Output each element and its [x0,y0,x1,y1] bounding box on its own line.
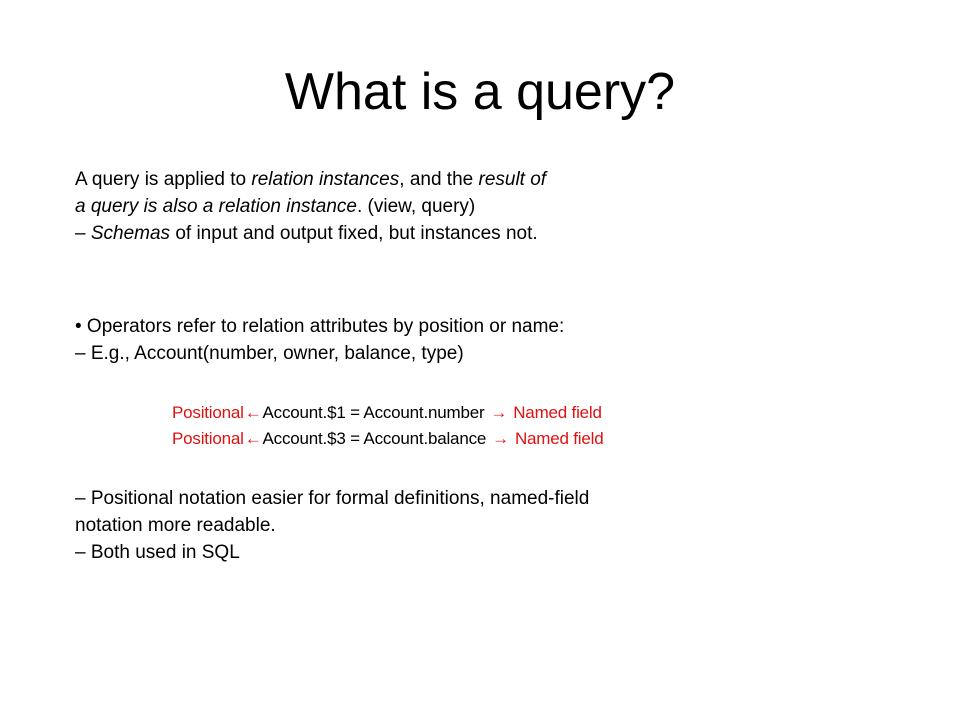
figure-row-2 [172,426,603,452]
left-arrow-icon: ← [244,403,262,422]
intro-text: , and the [399,169,479,190]
figure-expression: Account.$1 = Account.number [262,403,485,422]
intro-text: . (view, query) [357,196,476,217]
intro-line-1 [75,166,835,193]
positional-label: Positional [172,403,244,422]
right-arrow-icon: → [492,429,509,448]
intro-emphasis: Schemas [90,223,171,244]
positional-named-figure [172,400,603,452]
intro-line-3 [75,220,835,247]
intro-emphasis: result of [478,169,547,190]
figure-expression: Account.$3 = Account.balance [262,429,487,448]
notes-paragraph [75,485,835,566]
intro-line-2 [75,193,835,220]
notes-line-3: – Both used in SQL [75,542,240,563]
figure-row-1 [172,400,603,426]
named-field-label: Named field [514,429,604,448]
right-arrow-icon: → [490,403,508,422]
intro-text: – [75,223,91,244]
intro-emphasis: a query is also a relation instance [75,196,357,217]
left-arrow-icon: ← [244,429,262,448]
intro-paragraph [75,166,835,247]
operators-paragraph [75,313,835,367]
positional-label: Positional [172,429,244,448]
slide-title: What is a query? [284,63,676,121]
notes-line-1: – Positional notation easier for formal definitions, named-field [75,488,590,509]
operators-bullet: • Operators refer to relation attributes by position or name: [75,316,565,337]
notes-line-2: notation more readable. [75,515,276,536]
intro-text: of input and output fixed, but instances not. [170,223,538,244]
operators-example: – E.g., Account(number, owner, balance, type) [75,343,464,364]
intro-emphasis: relation instances [251,169,400,190]
intro-text: A query is applied to [75,169,252,190]
named-field-label: Named field [513,403,602,422]
